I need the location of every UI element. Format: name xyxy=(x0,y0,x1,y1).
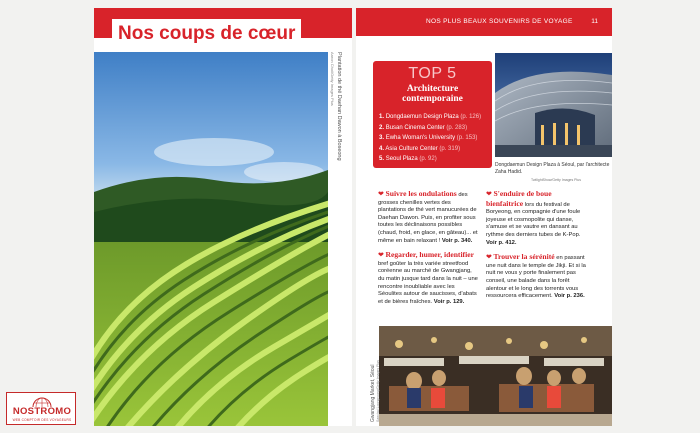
heart-icon: ❤ xyxy=(486,254,492,262)
heart-icon: ❤ xyxy=(378,252,384,260)
list-item: 2. Busan Cinema Center (p. 283) xyxy=(379,124,468,131)
entry xyxy=(486,253,586,301)
list-item: 5. Seoul Plaza (p. 92) xyxy=(379,156,437,162)
list-item: 4. Asia Culture Center (p. 319) xyxy=(379,145,461,152)
watermark-tagline: WEB COMPTOIR DES VOYAGEURS xyxy=(12,418,72,422)
page-number: 11 xyxy=(591,18,598,25)
entry-body: lors du festival de Boryeong, en compagnie d'une foule joyeuse et cosmopolite qui danse, s'amuse et se vautre en dansant au rythme des derniers tubes de K-Pop. xyxy=(486,201,581,238)
entry xyxy=(378,190,478,245)
top5-heading: TOP 5 xyxy=(408,65,457,82)
top5-box xyxy=(373,61,492,168)
watermark-name: NOSTROMO xyxy=(12,406,72,417)
market-photo xyxy=(379,326,612,426)
entry-title: Trouver la sérénité xyxy=(493,252,555,262)
entry-reference: Voir p. 129. xyxy=(433,298,465,305)
entry-body: en passant une nuit dans le temple de Jikji. Et si la nuit ne vous y porte finalement pas conseil, une balade dans la forêt alentour et le long des torrents vous ressourcera efficacement. xyxy=(486,255,586,300)
top5-subtitle-line2: contemporaine xyxy=(402,94,463,104)
list-item: 3. Ewha Woman's University (p. 153) xyxy=(379,135,478,141)
tea-caption-text: Plantation de thé Daehan Dawon à Boseong xyxy=(336,52,342,161)
tea-plantation-photo xyxy=(94,52,328,426)
heart-icon: ❤ xyxy=(486,191,492,198)
entry-reference: Voir p. 412. xyxy=(486,239,517,246)
top5-subtitle xyxy=(373,84,492,104)
right-page xyxy=(356,8,612,426)
entry-title: Regarder, humer, identifier xyxy=(385,250,474,260)
market-caption-text: Gwangjang Market, Séoul xyxy=(370,364,376,422)
entry-reference: Voir p. 340. xyxy=(441,237,473,244)
column-right xyxy=(486,190,586,307)
column-left xyxy=(378,190,478,312)
market-caption xyxy=(370,330,380,426)
entry-title: Suivre les ondulations xyxy=(385,189,457,198)
entry xyxy=(486,190,586,247)
ddp-photo xyxy=(495,53,612,157)
entry-reference: Voir p. 236. xyxy=(554,293,585,300)
top5-subtitle-line1: Architecture xyxy=(406,84,459,94)
running-head: NOS PLUS BEAUX SOUVENIRS DE VOYAGE xyxy=(426,18,573,25)
right-header-band xyxy=(356,8,612,36)
tea-credit-text: Aaron Choi/Getty Images Plus xyxy=(330,52,335,106)
tea-photo-caption xyxy=(330,52,344,252)
nostromo-watermark xyxy=(6,392,76,425)
left-title-box xyxy=(112,19,301,48)
top5-list xyxy=(379,112,481,165)
heart-icon: ❤ xyxy=(378,191,384,198)
entry-body: bref goûter la très variée streetfood coréenne au marché de Gwangjang, du matin jusque tard dans la nuit – une rencontre inoubliable avec les Séoulites autour de saucisses, d'abats et de bières fraîches. xyxy=(378,260,478,305)
market-credit-text: Sanchai Loongroong/Getty Images Plus xyxy=(376,360,380,422)
entry xyxy=(378,251,478,306)
list-item: 1. Dongdaemun Design Plaza (p. 126) xyxy=(379,114,482,120)
left-page xyxy=(94,8,352,426)
ddp-caption: Dongdaemun Design Plaza à Séoul, par l'architecte Zaha Hadid. xyxy=(495,162,610,175)
entry-title: S'enduire de boue bienfaitrice xyxy=(486,189,552,208)
ddp-credit: TwilightShow/Getty Images Plus xyxy=(531,178,581,182)
entry-body: des grosses chenilles vertes des plantations de thé vert manucurées de Daehan Dawon. Puis, en profiter sous toutes les déclinaisons possibles (chaud, froid, en glace, en gâteau)... et même en bain relaxant ! xyxy=(378,192,478,244)
page-title: Nos coups de cœur xyxy=(118,23,296,44)
